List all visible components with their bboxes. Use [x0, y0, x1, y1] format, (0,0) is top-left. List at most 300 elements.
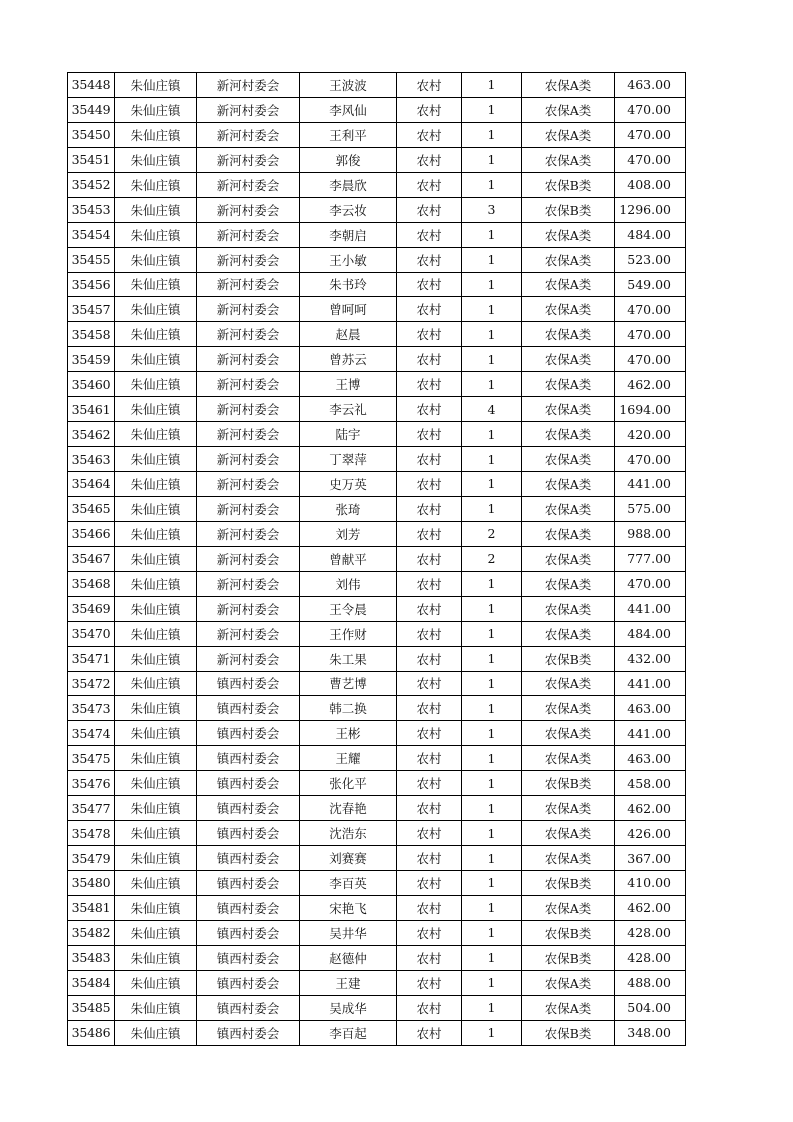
cell-count: 1: [462, 646, 522, 671]
cell-name: 刘芳: [300, 521, 397, 546]
cell-area: 农村: [397, 347, 462, 372]
cell-village: 新河村委会: [197, 347, 300, 372]
cell-area: 农村: [397, 821, 462, 846]
cell-town: 朱仙庄镇: [115, 197, 197, 222]
cell-area: 农村: [397, 197, 462, 222]
table-row: [68, 222, 686, 247]
cell-id: 35471: [68, 646, 115, 671]
cell-amount: 1296.00: [615, 197, 686, 222]
cell-id: 35465: [68, 496, 115, 521]
cell-id: 35459: [68, 347, 115, 372]
cell-id: 35452: [68, 172, 115, 197]
cell-town: 朱仙庄镇: [115, 621, 197, 646]
cell-town: 朱仙庄镇: [115, 147, 197, 172]
cell-id: 35462: [68, 422, 115, 447]
cell-area: 农村: [397, 646, 462, 671]
cell-name: 李晨欣: [300, 172, 397, 197]
table-row: [68, 297, 686, 322]
table-row: [68, 970, 686, 995]
cell-town: 朱仙庄镇: [115, 696, 197, 721]
cell-category: 农保A类: [522, 846, 615, 871]
cell-name: 李风仙: [300, 97, 397, 122]
cell-name: 李朝启: [300, 222, 397, 247]
table-row: [68, 397, 686, 422]
cell-town: 朱仙庄镇: [115, 172, 197, 197]
cell-amount: 575.00: [615, 496, 686, 521]
cell-area: 农村: [397, 447, 462, 472]
cell-village: 镇西村委会: [197, 771, 300, 796]
cell-village: 镇西村委会: [197, 970, 300, 995]
cell-count: 1: [462, 472, 522, 497]
cell-count: 2: [462, 521, 522, 546]
cell-amount: 470.00: [615, 447, 686, 472]
cell-id: 35472: [68, 671, 115, 696]
cell-village: 新河村委会: [197, 596, 300, 621]
cell-name: 王波波: [300, 73, 397, 98]
cell-name: 王作财: [300, 621, 397, 646]
cell-village: 镇西村委会: [197, 945, 300, 970]
table-row: [68, 945, 686, 970]
cell-amount: 462.00: [615, 796, 686, 821]
cell-id: 35455: [68, 247, 115, 272]
cell-area: 农村: [397, 172, 462, 197]
cell-id: 35478: [68, 821, 115, 846]
cell-village: 新河村委会: [197, 496, 300, 521]
cell-town: 朱仙庄镇: [115, 920, 197, 945]
cell-amount: 441.00: [615, 671, 686, 696]
cell-id: 35484: [68, 970, 115, 995]
cell-amount: 1694.00: [615, 397, 686, 422]
cell-area: 农村: [397, 846, 462, 871]
table-row: [68, 596, 686, 621]
cell-village: 镇西村委会: [197, 871, 300, 896]
table-row: [68, 920, 686, 945]
cell-village: 新河村委会: [197, 397, 300, 422]
cell-village: 新河村委会: [197, 73, 300, 98]
table-row: [68, 721, 686, 746]
cell-category: 农保A类: [522, 546, 615, 571]
table-row: [68, 147, 686, 172]
cell-id: 35475: [68, 746, 115, 771]
cell-amount: 462.00: [615, 372, 686, 397]
cell-id: 35485: [68, 995, 115, 1020]
cell-village: 新河村委会: [197, 571, 300, 596]
cell-name: 张琦: [300, 496, 397, 521]
cell-category: 农保A类: [522, 272, 615, 297]
cell-name: 王小敏: [300, 247, 397, 272]
cell-id: 35450: [68, 122, 115, 147]
cell-count: 1: [462, 247, 522, 272]
cell-area: 农村: [397, 322, 462, 347]
cell-category: 农保A类: [522, 372, 615, 397]
cell-name: 吴井华: [300, 920, 397, 945]
cell-area: 农村: [397, 222, 462, 247]
cell-town: 朱仙庄镇: [115, 97, 197, 122]
cell-village: 新河村委会: [197, 472, 300, 497]
table-row: [68, 447, 686, 472]
cell-town: 朱仙庄镇: [115, 771, 197, 796]
cell-village: 镇西村委会: [197, 721, 300, 746]
cell-town: 朱仙庄镇: [115, 496, 197, 521]
cell-village: 新河村委会: [197, 422, 300, 447]
cell-category: 农保A类: [522, 746, 615, 771]
cell-count: 1: [462, 1020, 522, 1045]
cell-category: 农保A类: [522, 995, 615, 1020]
cell-category: 农保A类: [522, 397, 615, 422]
cell-village: 新河村委会: [197, 646, 300, 671]
cell-town: 朱仙庄镇: [115, 297, 197, 322]
table-row: [68, 895, 686, 920]
cell-name: 李云礼: [300, 397, 397, 422]
cell-id: 35468: [68, 571, 115, 596]
cell-count: 1: [462, 571, 522, 596]
cell-village: 新河村委会: [197, 621, 300, 646]
cell-name: 沈浩东: [300, 821, 397, 846]
cell-category: 农保A类: [522, 447, 615, 472]
cell-category: 农保A类: [522, 970, 615, 995]
cell-area: 农村: [397, 272, 462, 297]
cell-count: 1: [462, 945, 522, 970]
cell-amount: 504.00: [615, 995, 686, 1020]
table-row: [68, 746, 686, 771]
cell-category: 农保A类: [522, 671, 615, 696]
cell-amount: 470.00: [615, 122, 686, 147]
cell-town: 朱仙庄镇: [115, 871, 197, 896]
cell-village: 镇西村委会: [197, 821, 300, 846]
cell-category: 农保B类: [522, 771, 615, 796]
cell-name: 张化平: [300, 771, 397, 796]
cell-amount: 410.00: [615, 871, 686, 896]
cell-id: 35456: [68, 272, 115, 297]
table-row: [68, 571, 686, 596]
cell-count: 4: [462, 397, 522, 422]
cell-amount: 988.00: [615, 521, 686, 546]
table-row: [68, 821, 686, 846]
cell-count: 3: [462, 197, 522, 222]
cell-town: 朱仙庄镇: [115, 372, 197, 397]
cell-amount: 484.00: [615, 621, 686, 646]
cell-village: 新河村委会: [197, 297, 300, 322]
cell-name: 李百起: [300, 1020, 397, 1045]
cell-category: 农保A类: [522, 696, 615, 721]
cell-area: 农村: [397, 945, 462, 970]
cell-name: 王利平: [300, 122, 397, 147]
cell-area: 农村: [397, 671, 462, 696]
cell-name: 曾献平: [300, 546, 397, 571]
cell-category: 农保B类: [522, 945, 615, 970]
cell-area: 农村: [397, 397, 462, 422]
cell-category: 农保A类: [522, 571, 615, 596]
cell-area: 农村: [397, 871, 462, 896]
cell-town: 朱仙庄镇: [115, 895, 197, 920]
table-row: [68, 272, 686, 297]
cell-name: 朱工果: [300, 646, 397, 671]
cell-count: 1: [462, 796, 522, 821]
cell-count: 1: [462, 172, 522, 197]
table-row: [68, 347, 686, 372]
cell-category: 农保B类: [522, 871, 615, 896]
cell-area: 农村: [397, 746, 462, 771]
cell-name: 曾苏云: [300, 347, 397, 372]
cell-amount: 408.00: [615, 172, 686, 197]
cell-name: 曹艺博: [300, 671, 397, 696]
table-row: [68, 521, 686, 546]
cell-amount: 432.00: [615, 646, 686, 671]
cell-village: 镇西村委会: [197, 746, 300, 771]
cell-id: 35466: [68, 521, 115, 546]
cell-amount: 470.00: [615, 297, 686, 322]
table-row: [68, 422, 686, 447]
cell-town: 朱仙庄镇: [115, 122, 197, 147]
cell-town: 朱仙庄镇: [115, 846, 197, 871]
cell-name: 赵德仲: [300, 945, 397, 970]
cell-count: 1: [462, 322, 522, 347]
cell-name: 李百英: [300, 871, 397, 896]
cell-category: 农保A类: [522, 147, 615, 172]
cell-village: 镇西村委会: [197, 895, 300, 920]
cell-count: 1: [462, 73, 522, 98]
cell-count: 1: [462, 422, 522, 447]
cell-name: 韩二换: [300, 696, 397, 721]
cell-name: 曾呵呵: [300, 297, 397, 322]
cell-area: 农村: [397, 995, 462, 1020]
cell-category: 农保A类: [522, 122, 615, 147]
cell-village: 镇西村委会: [197, 995, 300, 1020]
table-body: [68, 73, 686, 1046]
table-row: [68, 796, 686, 821]
cell-village: 新河村委会: [197, 447, 300, 472]
cell-id: 35469: [68, 596, 115, 621]
cell-name: 吴成华: [300, 995, 397, 1020]
cell-id: 35486: [68, 1020, 115, 1045]
cell-name: 李云妆: [300, 197, 397, 222]
cell-name: 刘赛赛: [300, 846, 397, 871]
table-row: [68, 372, 686, 397]
cell-amount: 463.00: [615, 746, 686, 771]
cell-name: 郭俊: [300, 147, 397, 172]
cell-village: 新河村委会: [197, 247, 300, 272]
cell-town: 朱仙庄镇: [115, 272, 197, 297]
cell-id: 35482: [68, 920, 115, 945]
cell-count: 1: [462, 771, 522, 796]
cell-town: 朱仙庄镇: [115, 945, 197, 970]
cell-amount: 441.00: [615, 721, 686, 746]
cell-id: 35467: [68, 546, 115, 571]
cell-town: 朱仙庄镇: [115, 995, 197, 1020]
cell-area: 农村: [397, 247, 462, 272]
cell-village: 镇西村委会: [197, 846, 300, 871]
cell-count: 1: [462, 347, 522, 372]
cell-village: 镇西村委会: [197, 796, 300, 821]
table-row: [68, 73, 686, 98]
cell-village: 新河村委会: [197, 272, 300, 297]
cell-village: 镇西村委会: [197, 920, 300, 945]
cell-category: 农保A类: [522, 596, 615, 621]
cell-town: 朱仙庄镇: [115, 571, 197, 596]
cell-category: 农保A类: [522, 97, 615, 122]
cell-town: 朱仙庄镇: [115, 322, 197, 347]
cell-town: 朱仙庄镇: [115, 721, 197, 746]
cell-name: 王建: [300, 970, 397, 995]
cell-count: 1: [462, 297, 522, 322]
cell-count: 1: [462, 920, 522, 945]
cell-name: 丁翠萍: [300, 447, 397, 472]
cell-amount: 348.00: [615, 1020, 686, 1045]
cell-name: 宋艳飞: [300, 895, 397, 920]
cell-village: 新河村委会: [197, 546, 300, 571]
cell-category: 农保A类: [522, 322, 615, 347]
cell-area: 农村: [397, 895, 462, 920]
table-row: [68, 871, 686, 896]
cell-name: 王令晨: [300, 596, 397, 621]
cell-amount: 463.00: [615, 696, 686, 721]
cell-amount: 441.00: [615, 472, 686, 497]
cell-amount: 470.00: [615, 147, 686, 172]
cell-id: 35458: [68, 322, 115, 347]
cell-id: 35463: [68, 447, 115, 472]
cell-id: 35461: [68, 397, 115, 422]
cell-id: 35480: [68, 871, 115, 896]
cell-count: 1: [462, 871, 522, 896]
cell-town: 朱仙庄镇: [115, 546, 197, 571]
cell-name: 沈春艳: [300, 796, 397, 821]
cell-area: 农村: [397, 73, 462, 98]
table-row: [68, 546, 686, 571]
cell-village: 新河村委会: [197, 97, 300, 122]
cell-town: 朱仙庄镇: [115, 596, 197, 621]
cell-id: 35481: [68, 895, 115, 920]
cell-name: 王耀: [300, 746, 397, 771]
cell-count: 2: [462, 546, 522, 571]
cell-id: 35464: [68, 472, 115, 497]
cell-amount: 426.00: [615, 821, 686, 846]
table-row: [68, 97, 686, 122]
cell-amount: 441.00: [615, 596, 686, 621]
cell-category: 农保B类: [522, 646, 615, 671]
cell-amount: 488.00: [615, 970, 686, 995]
cell-area: 农村: [397, 696, 462, 721]
cell-area: 农村: [397, 920, 462, 945]
cell-village: 新河村委会: [197, 521, 300, 546]
cell-category: 农保B类: [522, 920, 615, 945]
cell-village: 新河村委会: [197, 372, 300, 397]
cell-amount: 549.00: [615, 272, 686, 297]
cell-name: 王彬: [300, 721, 397, 746]
table-row: [68, 671, 686, 696]
cell-area: 农村: [397, 147, 462, 172]
cell-id: 35453: [68, 197, 115, 222]
cell-count: 1: [462, 995, 522, 1020]
cell-town: 朱仙庄镇: [115, 646, 197, 671]
cell-town: 朱仙庄镇: [115, 671, 197, 696]
cell-id: 35449: [68, 97, 115, 122]
cell-area: 农村: [397, 796, 462, 821]
cell-name: 刘伟: [300, 571, 397, 596]
cell-amount: 470.00: [615, 347, 686, 372]
cell-area: 农村: [397, 496, 462, 521]
table-row: [68, 322, 686, 347]
cell-area: 农村: [397, 521, 462, 546]
cell-count: 1: [462, 147, 522, 172]
table-row: [68, 621, 686, 646]
cell-count: 1: [462, 746, 522, 771]
cell-area: 农村: [397, 571, 462, 596]
cell-category: 农保B类: [522, 1020, 615, 1045]
cell-area: 农村: [397, 1020, 462, 1045]
table-row: [68, 496, 686, 521]
cell-village: 镇西村委会: [197, 1020, 300, 1045]
cell-amount: 462.00: [615, 895, 686, 920]
cell-town: 朱仙庄镇: [115, 397, 197, 422]
cell-village: 新河村委会: [197, 197, 300, 222]
cell-category: 农保A类: [522, 347, 615, 372]
cell-category: 农保B类: [522, 172, 615, 197]
cell-id: 35448: [68, 73, 115, 98]
cell-amount: 470.00: [615, 322, 686, 347]
cell-amount: 470.00: [615, 571, 686, 596]
cell-count: 1: [462, 222, 522, 247]
cell-category: 农保B类: [522, 197, 615, 222]
table-row: [68, 696, 686, 721]
cell-count: 1: [462, 696, 522, 721]
cell-area: 农村: [397, 372, 462, 397]
cell-count: 1: [462, 122, 522, 147]
cell-id: 35454: [68, 222, 115, 247]
table-row: [68, 172, 686, 197]
cell-town: 朱仙庄镇: [115, 1020, 197, 1045]
table-row: [68, 995, 686, 1020]
cell-count: 1: [462, 372, 522, 397]
cell-amount: 428.00: [615, 945, 686, 970]
cell-id: 35460: [68, 372, 115, 397]
cell-area: 农村: [397, 771, 462, 796]
cell-count: 1: [462, 272, 522, 297]
cell-category: 农保A类: [522, 73, 615, 98]
cell-area: 农村: [397, 297, 462, 322]
cell-category: 农保A类: [522, 895, 615, 920]
cell-amount: 484.00: [615, 222, 686, 247]
cell-id: 35457: [68, 297, 115, 322]
cell-category: 农保A类: [522, 422, 615, 447]
table-row: [68, 247, 686, 272]
cell-id: 35473: [68, 696, 115, 721]
cell-category: 农保A类: [522, 621, 615, 646]
cell-town: 朱仙庄镇: [115, 73, 197, 98]
cell-category: 农保A类: [522, 721, 615, 746]
cell-area: 农村: [397, 97, 462, 122]
table-row: [68, 197, 686, 222]
cell-name: 王博: [300, 372, 397, 397]
cell-category: 农保A类: [522, 247, 615, 272]
cell-count: 1: [462, 496, 522, 521]
cell-count: 1: [462, 621, 522, 646]
cell-area: 农村: [397, 122, 462, 147]
cell-category: 农保A类: [522, 472, 615, 497]
cell-name: 赵晨: [300, 322, 397, 347]
cell-name: 朱书玲: [300, 272, 397, 297]
table-row: [68, 646, 686, 671]
cell-count: 1: [462, 596, 522, 621]
cell-village: 镇西村委会: [197, 696, 300, 721]
cell-id: 35483: [68, 945, 115, 970]
cell-town: 朱仙庄镇: [115, 422, 197, 447]
cell-count: 1: [462, 721, 522, 746]
cell-area: 农村: [397, 621, 462, 646]
cell-category: 农保A类: [522, 297, 615, 322]
table-row: [68, 1020, 686, 1045]
cell-village: 新河村委会: [197, 147, 300, 172]
cell-amount: 458.00: [615, 771, 686, 796]
